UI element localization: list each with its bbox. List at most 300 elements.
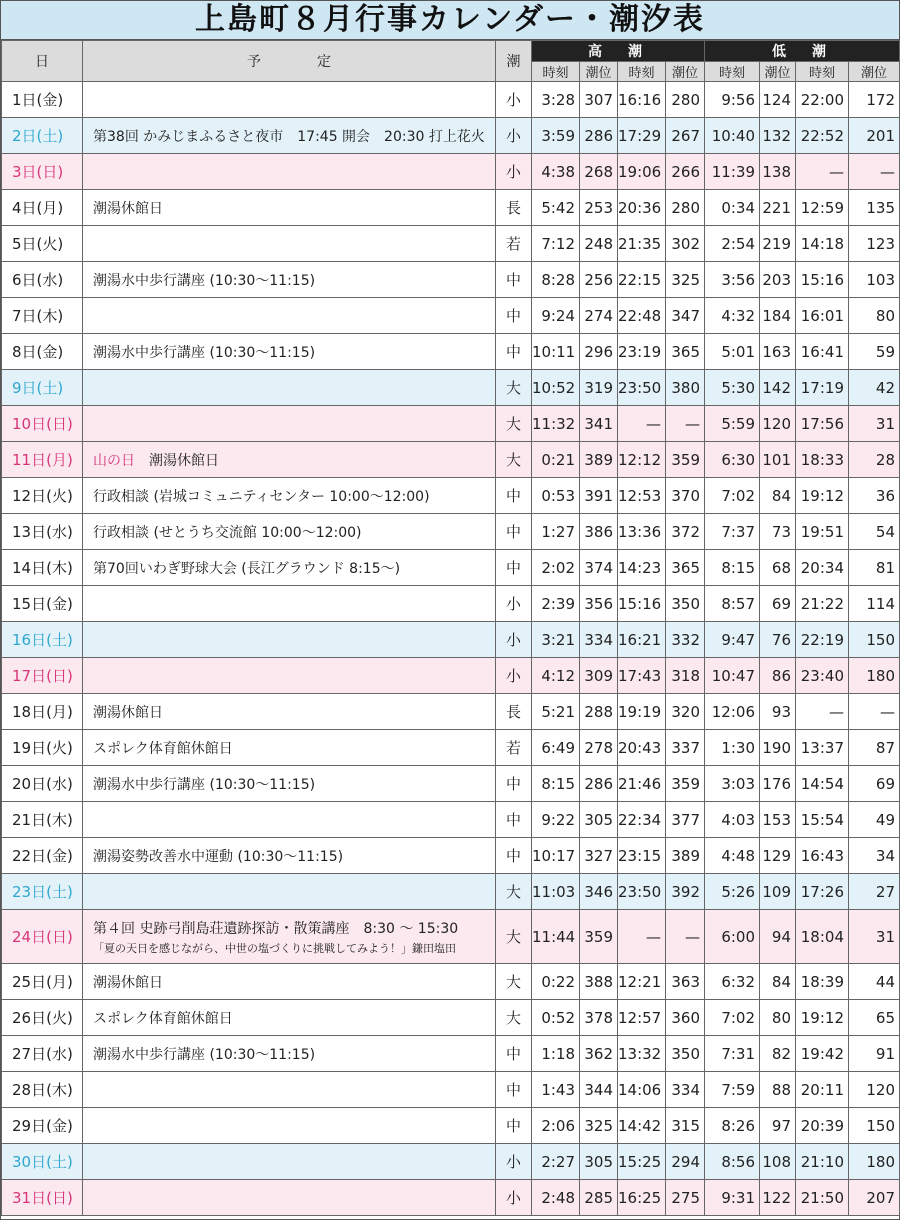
event-cell [83, 874, 496, 910]
low1-level: 94 [760, 910, 796, 964]
table-row [2, 478, 900, 514]
date-cell: 6日(水) [2, 262, 83, 298]
low2-level: 114 [849, 586, 900, 622]
high2-level: 337 [666, 730, 705, 766]
tide-cell: 中 [496, 262, 532, 298]
high2-level: 380 [666, 370, 705, 406]
header-plan: 予 定 [83, 41, 496, 82]
high1-level: 386 [580, 514, 618, 550]
high1-level: 362 [580, 1036, 618, 1072]
low1-time: 8:57 [705, 586, 760, 622]
table-row [2, 1180, 900, 1216]
low1-time: 7:59 [705, 1072, 760, 1108]
table-row [2, 190, 900, 226]
high1-level: 253 [580, 190, 618, 226]
date-cell: 5日(火) [2, 226, 83, 262]
tide-cell: 中 [496, 838, 532, 874]
high2-time: 15:25 [618, 1144, 666, 1180]
low2-time: 22:00 [796, 82, 849, 118]
low1-level: 221 [760, 190, 796, 226]
low2-time: 18:04 [796, 910, 849, 964]
date-cell: 26日(火) [2, 1000, 83, 1036]
high2-level: 350 [666, 586, 705, 622]
event-cell [83, 586, 496, 622]
tide-cell: 長 [496, 190, 532, 226]
header-tide: 潮 [496, 41, 532, 82]
low2-time: 17:26 [796, 874, 849, 910]
high2-time: 12:53 [618, 478, 666, 514]
low1-time: 6:00 [705, 910, 760, 964]
high2-time: 15:16 [618, 586, 666, 622]
low2-level: 28 [849, 442, 900, 478]
high2-time: 17:29 [618, 118, 666, 154]
high1-level: 374 [580, 550, 618, 586]
low1-time: 5:59 [705, 406, 760, 442]
event-text: 潮湯休館日 [93, 704, 163, 721]
high2-level: 302 [666, 226, 705, 262]
low1-time: 4:48 [705, 838, 760, 874]
table-header [2, 41, 900, 82]
header-high1-time: 時刻 [532, 62, 580, 82]
event-text: 第70回いわぎ野球大会 (長江グラウンド 8:15〜) [93, 560, 401, 577]
low1-time: 7:37 [705, 514, 760, 550]
high1-level: 288 [580, 694, 618, 730]
date-cell: 19日(火) [2, 730, 83, 766]
table-row [2, 622, 900, 658]
high2-time: 16:25 [618, 1180, 666, 1216]
low2-level: 91 [849, 1036, 900, 1072]
date-cell: 10日(日) [2, 406, 83, 442]
date-cell: 14日(木) [2, 550, 83, 586]
high1-level: 325 [580, 1108, 618, 1144]
low1-level: 108 [760, 1144, 796, 1180]
low2-level: 207 [849, 1180, 900, 1216]
low1-time: 5:01 [705, 334, 760, 370]
low2-level: 123 [849, 226, 900, 262]
low1-level: 68 [760, 550, 796, 586]
table-row [2, 802, 900, 838]
high2-time: 23:50 [618, 370, 666, 406]
date-cell: 17日(日) [2, 658, 83, 694]
event-text: 潮湯水中歩行講座 (10:30〜11:15) [93, 1046, 316, 1063]
low1-level: 120 [760, 406, 796, 442]
low2-time: — [796, 154, 849, 190]
tide-cell: 中 [496, 550, 532, 586]
high2-level: 280 [666, 190, 705, 226]
event-cell [83, 406, 496, 442]
date-cell: 4日(月) [2, 190, 83, 226]
low2-level: 120 [849, 1072, 900, 1108]
low2-time: 21:22 [796, 586, 849, 622]
low1-time: 12:06 [705, 694, 760, 730]
tide-cell: 中 [496, 1036, 532, 1072]
low2-time: 14:54 [796, 766, 849, 802]
high1-level: 391 [580, 478, 618, 514]
event-cell [83, 1000, 496, 1036]
high1-time: 5:21 [532, 694, 580, 730]
header-date: 日 [2, 41, 83, 82]
low2-time: 19:12 [796, 478, 849, 514]
high2-time: 20:36 [618, 190, 666, 226]
low1-level: 190 [760, 730, 796, 766]
calendar-tide-table [1, 40, 900, 1216]
event-cell [83, 442, 496, 478]
high1-level: 248 [580, 226, 618, 262]
event-cell [83, 622, 496, 658]
low2-time: 18:33 [796, 442, 849, 478]
low1-level: 84 [760, 964, 796, 1000]
low2-time: 16:01 [796, 298, 849, 334]
low1-time: 4:32 [705, 298, 760, 334]
event-text: 潮湯休館日 [93, 200, 163, 217]
low1-level: 109 [760, 874, 796, 910]
date-cell: 18日(月) [2, 694, 83, 730]
event-cell [83, 262, 496, 298]
date-cell: 20日(水) [2, 766, 83, 802]
low1-level: 142 [760, 370, 796, 406]
date-cell: 30日(土) [2, 1144, 83, 1180]
low1-time: 11:39 [705, 154, 760, 190]
high2-level: — [666, 910, 705, 964]
tide-cell: 中 [496, 1072, 532, 1108]
low2-level: 44 [849, 964, 900, 1000]
high2-level: 360 [666, 1000, 705, 1036]
low2-level: 180 [849, 658, 900, 694]
high1-time: 4:12 [532, 658, 580, 694]
high2-time: — [618, 910, 666, 964]
tide-cell: 大 [496, 910, 532, 964]
event-cell [83, 82, 496, 118]
high1-level: 305 [580, 1144, 618, 1180]
low2-level: 87 [849, 730, 900, 766]
table-row [2, 514, 900, 550]
low2-level: 180 [849, 1144, 900, 1180]
event-cell [83, 226, 496, 262]
event-cell [83, 154, 496, 190]
tide-cell: 若 [496, 730, 532, 766]
header-low1-time: 時刻 [705, 62, 760, 82]
low2-time: 23:40 [796, 658, 849, 694]
low2-level: — [849, 154, 900, 190]
low2-level: 150 [849, 1108, 900, 1144]
high1-time: 1:18 [532, 1036, 580, 1072]
low1-time: 9:47 [705, 622, 760, 658]
low1-level: 88 [760, 1072, 796, 1108]
date-cell: 13日(水) [2, 514, 83, 550]
low2-time: 22:19 [796, 622, 849, 658]
low1-level: 93 [760, 694, 796, 730]
high2-time: 14:42 [618, 1108, 666, 1144]
low1-level: 97 [760, 1108, 796, 1144]
table-row [2, 964, 900, 1000]
high1-time: 9:22 [532, 802, 580, 838]
table-row [2, 550, 900, 586]
date-cell: 22日(金) [2, 838, 83, 874]
high2-time: 12:12 [618, 442, 666, 478]
high1-time: 10:52 [532, 370, 580, 406]
high1-time: 10:11 [532, 334, 580, 370]
tide-cell: 中 [496, 802, 532, 838]
high1-level: 389 [580, 442, 618, 478]
event-cell [83, 964, 496, 1000]
tide-cell: 中 [496, 478, 532, 514]
tide-cell: 小 [496, 586, 532, 622]
low2-time: 13:37 [796, 730, 849, 766]
low1-time: 6:30 [705, 442, 760, 478]
low1-level: 69 [760, 586, 796, 622]
low1-time: 1:30 [705, 730, 760, 766]
high2-time: 16:21 [618, 622, 666, 658]
high1-level: 346 [580, 874, 618, 910]
low2-level: 81 [849, 550, 900, 586]
high1-time: 0:52 [532, 1000, 580, 1036]
high1-time: 3:59 [532, 118, 580, 154]
high2-level: 315 [666, 1108, 705, 1144]
event-text: 行政相談 (せとうち交流館 10:00〜12:00) [93, 524, 362, 541]
tide-cell: 大 [496, 1000, 532, 1036]
table-row [2, 82, 900, 118]
high2-level: 318 [666, 658, 705, 694]
high2-time: 12:57 [618, 1000, 666, 1036]
high2-time: 16:16 [618, 82, 666, 118]
table-row [2, 766, 900, 802]
low2-level: 36 [849, 478, 900, 514]
high2-level: 365 [666, 550, 705, 586]
low2-level: 172 [849, 82, 900, 118]
event-text: スポレク体育館休館日 [93, 1010, 233, 1027]
low1-time: 8:15 [705, 550, 760, 586]
holiday-name: 山の日 [93, 452, 135, 469]
low1-time: 8:56 [705, 1144, 760, 1180]
high1-level: 278 [580, 730, 618, 766]
high2-time: 22:15 [618, 262, 666, 298]
low2-time: 16:43 [796, 838, 849, 874]
event-text: 潮湯姿勢改善水中運動 (10:30〜11:15) [93, 848, 344, 865]
table-row [2, 910, 900, 964]
low1-time: 7:02 [705, 478, 760, 514]
high1-time: 0:22 [532, 964, 580, 1000]
high1-level: 309 [580, 658, 618, 694]
event-text: 第38回 かみじまふるさと夜市 17:45 開会 20:30 打上花火 [93, 128, 485, 145]
table-row [2, 874, 900, 910]
high2-level: 266 [666, 154, 705, 190]
tide-cell: 大 [496, 370, 532, 406]
high1-level: 305 [580, 802, 618, 838]
high1-level: 286 [580, 118, 618, 154]
low1-level: 124 [760, 82, 796, 118]
high2-level: 320 [666, 694, 705, 730]
high1-level: 319 [580, 370, 618, 406]
high2-time: 14:06 [618, 1072, 666, 1108]
date-cell: 15日(金) [2, 586, 83, 622]
high2-level: — [666, 406, 705, 442]
date-cell: 7日(木) [2, 298, 83, 334]
table-row [2, 586, 900, 622]
tide-cell: 小 [496, 82, 532, 118]
high2-level: 334 [666, 1072, 705, 1108]
high1-level: 268 [580, 154, 618, 190]
high1-level: 344 [580, 1072, 618, 1108]
high1-time: 7:12 [532, 226, 580, 262]
high1-level: 378 [580, 1000, 618, 1036]
high2-level: 294 [666, 1144, 705, 1180]
low2-time: 22:52 [796, 118, 849, 154]
low2-level: 34 [849, 838, 900, 874]
high2-time: 13:36 [618, 514, 666, 550]
high1-level: 334 [580, 622, 618, 658]
high1-time: 11:32 [532, 406, 580, 442]
high2-time: 23:19 [618, 334, 666, 370]
high1-time: 8:15 [532, 766, 580, 802]
date-cell: 9日(土) [2, 370, 83, 406]
high1-time: 6:49 [532, 730, 580, 766]
high1-level: 307 [580, 82, 618, 118]
date-cell: 27日(水) [2, 1036, 83, 1072]
tide-cell: 中 [496, 514, 532, 550]
table-row [2, 1036, 900, 1072]
low1-time: 8:26 [705, 1108, 760, 1144]
low2-time: 17:19 [796, 370, 849, 406]
high1-level: 256 [580, 262, 618, 298]
event-cell [83, 658, 496, 694]
low2-time: 21:10 [796, 1144, 849, 1180]
event-cell [83, 550, 496, 586]
high1-time: 11:44 [532, 910, 580, 964]
tide-cell: 小 [496, 658, 532, 694]
tide-cell: 大 [496, 874, 532, 910]
high2-level: 370 [666, 478, 705, 514]
event-cell [83, 370, 496, 406]
low2-time: 20:34 [796, 550, 849, 586]
low1-level: 84 [760, 478, 796, 514]
low1-time: 9:56 [705, 82, 760, 118]
table-row [2, 658, 900, 694]
event-cell [83, 730, 496, 766]
low2-time: 15:16 [796, 262, 849, 298]
low1-time: 0:34 [705, 190, 760, 226]
table-row [2, 370, 900, 406]
tide-cell: 小 [496, 1180, 532, 1216]
event-cell [83, 118, 496, 154]
table-row [2, 406, 900, 442]
low2-time: 21:50 [796, 1180, 849, 1216]
tide-cell: 大 [496, 442, 532, 478]
tide-cell: 小 [496, 154, 532, 190]
low2-time: 17:56 [796, 406, 849, 442]
low1-level: 163 [760, 334, 796, 370]
high2-time: 21:46 [618, 766, 666, 802]
table-row [2, 1108, 900, 1144]
low1-time: 9:31 [705, 1180, 760, 1216]
event-cell [83, 1108, 496, 1144]
event-cell [83, 1072, 496, 1108]
low2-level: 31 [849, 406, 900, 442]
high1-time: 10:17 [532, 838, 580, 874]
date-cell: 25日(月) [2, 964, 83, 1000]
tide-cell: 中 [496, 766, 532, 802]
date-cell: 16日(土) [2, 622, 83, 658]
low1-level: 176 [760, 766, 796, 802]
high2-time: 17:43 [618, 658, 666, 694]
high1-level: 359 [580, 910, 618, 964]
tide-cell: 大 [496, 964, 532, 1000]
high2-time: 14:23 [618, 550, 666, 586]
date-cell: 24日(日) [2, 910, 83, 964]
event-text: スポレク体育館休館日 [93, 740, 233, 757]
high1-time: 2:48 [532, 1180, 580, 1216]
table-row [2, 730, 900, 766]
high1-time: 11:03 [532, 874, 580, 910]
high1-level: 274 [580, 298, 618, 334]
date-cell: 2日(土) [2, 118, 83, 154]
event-text: 第４回 史跡弓削島荘遺跡探訪・散策講座 8:30 〜 15:30 [93, 920, 459, 937]
table-row [2, 226, 900, 262]
high2-level: 347 [666, 298, 705, 334]
high2-level: 372 [666, 514, 705, 550]
high1-time: 8:28 [532, 262, 580, 298]
high1-time: 2:06 [532, 1108, 580, 1144]
header-low-tide: 低 潮 [705, 41, 900, 62]
low2-time: 15:54 [796, 802, 849, 838]
high1-time: 4:38 [532, 154, 580, 190]
high1-time: 2:39 [532, 586, 580, 622]
low1-time: 7:31 [705, 1036, 760, 1072]
event-cell [83, 190, 496, 226]
high1-level: 356 [580, 586, 618, 622]
low1-level: 73 [760, 514, 796, 550]
high1-time: 3:28 [532, 82, 580, 118]
date-cell: 12日(火) [2, 478, 83, 514]
event-text: 潮湯水中歩行講座 (10:30〜11:15) [93, 776, 316, 793]
tide-cell: 中 [496, 1108, 532, 1144]
low1-level: 153 [760, 802, 796, 838]
low2-time: 18:39 [796, 964, 849, 1000]
low2-level: 54 [849, 514, 900, 550]
high2-level: 359 [666, 442, 705, 478]
header-low2-time: 時刻 [796, 62, 849, 82]
low2-time: 20:39 [796, 1108, 849, 1144]
low2-level: 27 [849, 874, 900, 910]
low2-level: 31 [849, 910, 900, 964]
high2-level: 325 [666, 262, 705, 298]
tide-cell: 小 [496, 622, 532, 658]
low1-level: 82 [760, 1036, 796, 1072]
event-cell [83, 334, 496, 370]
tide-cell: 長 [496, 694, 532, 730]
low2-level: 103 [849, 262, 900, 298]
high1-time: 2:02 [532, 550, 580, 586]
high2-level: 350 [666, 1036, 705, 1072]
low1-level: 76 [760, 622, 796, 658]
high1-time: 9:24 [532, 298, 580, 334]
high1-level: 341 [580, 406, 618, 442]
tide-cell: 若 [496, 226, 532, 262]
event-text: 潮湯休館日 [93, 974, 163, 991]
high1-time: 1:27 [532, 514, 580, 550]
table-row [2, 838, 900, 874]
date-cell: 11日(月) [2, 442, 83, 478]
low1-time: 10:47 [705, 658, 760, 694]
low2-time: 19:42 [796, 1036, 849, 1072]
low1-time: 5:30 [705, 370, 760, 406]
low2-level: 80 [849, 298, 900, 334]
header-high1-level: 潮位 [580, 62, 618, 82]
event-cell [83, 514, 496, 550]
event-cell [83, 478, 496, 514]
high1-time: 3:21 [532, 622, 580, 658]
low2-level: 49 [849, 802, 900, 838]
low2-level: 150 [849, 622, 900, 658]
